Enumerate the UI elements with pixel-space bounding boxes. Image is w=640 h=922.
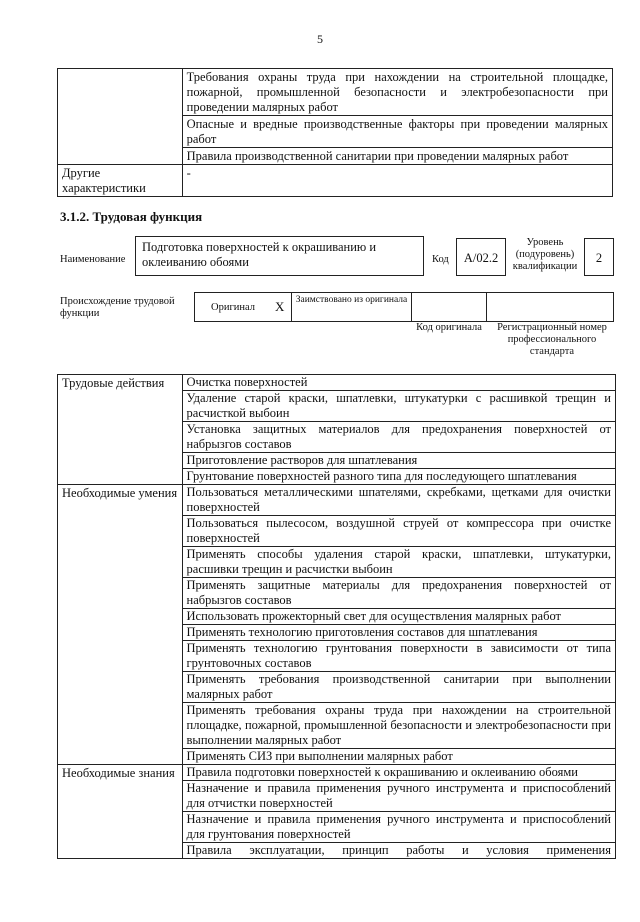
list-item: Применять технологию грунтования поверхности в зависимости от типа грунтовочных составов — [183, 641, 615, 672]
code-label: Код — [432, 254, 449, 265]
list-item: Установка защитных материалов для предохранения поверхностей от набрызгов составов — [183, 422, 615, 453]
level-label: Уровень (подуровень) квалификации — [512, 237, 578, 272]
group-label: Трудовые действия — [58, 375, 183, 485]
original-code-box — [411, 292, 487, 322]
list-item: Очистка поверхностей — [183, 375, 615, 391]
group-items — [182, 485, 615, 765]
registration-number-box — [486, 292, 614, 322]
list-item: Правила подготовки поверхностей к окрашиванию и оклеиванию обоями — [183, 765, 615, 781]
section-title: 3.1.2. Трудовая функция — [60, 209, 203, 224]
group-items — [182, 765, 615, 859]
list-item: Применять защитные материалы для предохранения поверхностей от набрызгов составов — [183, 578, 615, 609]
list-item: Правила эксплуатации, принцип работы и условия применения — [186, 843, 611, 857]
list-item: Пользоваться пылесосом, воздушной струей от компрессора при очистке поверхностей — [183, 516, 615, 547]
original-box — [194, 292, 292, 322]
other-characteristics-label: Другие характеристики — [58, 165, 183, 197]
code-value-box: А/02.2 — [456, 238, 506, 276]
continued-knowledge-table — [57, 68, 613, 197]
list-item: Грунтование поверхностей разного типа для последующего шпатлевания — [186, 469, 577, 483]
list-item: Применять способы удаления старой краски, шпатлевки, штукатурки, расшивки трещин и расчистки выбоин — [183, 547, 615, 578]
code-caption: Код оригинала — [416, 322, 482, 333]
list-item: Удаление старой краски, шпатлевки, штукатурки с расшивкой трещин и расчисткой выбоин — [183, 391, 615, 422]
table-cell: Опасные и вредные производственные факторы при проведении малярных работ — [182, 116, 612, 148]
origin-label: Происхождение трудовой функции — [60, 296, 175, 319]
original-label: Оригинал — [211, 302, 255, 313]
list-item: Назначение и правила применения ручного инструмента и приспособлений для отчистки поверхностей — [183, 781, 615, 812]
borrowed-label: Заимствовано из оригинала — [295, 295, 408, 305]
group-items — [182, 375, 615, 485]
level-value-box: 2 — [584, 238, 614, 276]
list-item: Пользоваться металлическими шпателями, скребками, щетками для очистки поверхностей — [183, 485, 615, 516]
borrowed-box — [291, 292, 412, 322]
list-item: Приготовление растворов для шпатлевания — [183, 453, 615, 469]
list-item: Применять требования производственной санитарии при выполнении малярных работ — [183, 672, 615, 703]
table-cell: Требования охраны труда при нахождении на строительной площадке, пожарной, промышленной безопасности и электробезопасности при проведении малярных работ — [182, 69, 612, 116]
function-name-box: Подготовка поверхностей к окрашиванию и оклеиванию обоями — [135, 236, 424, 276]
registration-caption: Регистрационный номер профессионального стандарта — [497, 322, 607, 357]
table-cell: Правила производственной санитарии при проведении малярных работ — [182, 148, 612, 165]
other-characteristics-value: - — [182, 165, 612, 197]
name-label: Наименование — [60, 254, 126, 265]
original-mark: X — [275, 299, 285, 314]
labor-function-table — [57, 374, 616, 859]
list-item: Использовать прожекторный свет для осуществления малярных работ — [183, 609, 615, 625]
list-item: Назначение и правила применения ручного инструмента и приспособлений для грунтования поверхностей — [183, 812, 615, 843]
list-item: Применять требования охраны труда при нахождении на строительной площадке, пожарной, промышленной безопасности и электробезопасности при выполнении малярных работ — [183, 703, 615, 749]
page-number: 5 — [317, 32, 323, 46]
group-label: Необходимые умения — [58, 485, 183, 765]
list-item: Применять технологию приготовления составов для шпатлевания — [183, 625, 615, 641]
group-label: Необходимые знания — [58, 765, 183, 859]
list-item: Применять СИЗ при выполнении малярных работ — [186, 749, 453, 763]
empty-label-cell — [58, 69, 183, 165]
